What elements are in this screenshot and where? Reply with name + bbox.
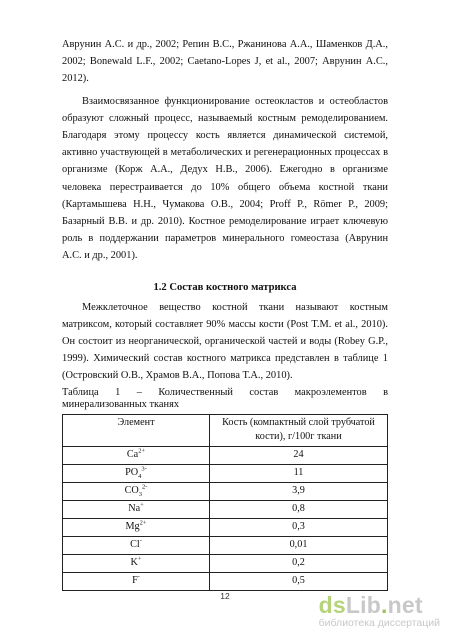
page-number: 12 (220, 591, 230, 601)
element-cell: Na+ (63, 500, 210, 518)
paragraph-references-continued: Аврунин А.С. и др., 2002; Репин В.С., Ржанинова А.А., Шаменков Д.А., 2002; Bonewald L.F., 2002; Caetano-Lopes J, et al., 2007; Аврунин А.С., 2012). (62, 39, 388, 85)
table-row (63, 482, 388, 500)
table-caption: Таблица 1 – Количественный состав макроэлементов в минерализованных тканях (62, 386, 388, 411)
value-cell: 0,8 (210, 500, 388, 518)
element-cell: K+ (63, 554, 210, 572)
table-header-row (63, 414, 388, 446)
table-row (63, 446, 388, 464)
value-cell: 0,2 (210, 554, 388, 572)
value-cell: 0,3 (210, 518, 388, 536)
paragraph-remodeling: Взаимосвязанное функционирование остеокластов и остеобластов образуют сложный процесс, называемый костным ремоделированием. Благодаря этому процессу кость является динамической системой, активно участвующей в метаболических и регенерационных процессах в организме (Корж А.А., Дедух Н.В., 2006). Ежегодно в организме человека перестраивается до 10% общего объема костной ткани (Картамышева Н.Н., Чумакова О.В., 2004; Proff P., Römer P., 2009; Базарный В.В. и др. 2010). Костное ремоделирование играет ключевую роль в поддержании параметров минерального гомеостаза (Аврунин А.С. и др., 2001). (62, 95, 388, 262)
table-row (63, 464, 388, 482)
table-row (63, 554, 388, 572)
table-body (63, 446, 388, 590)
value-cell: 24 (210, 446, 388, 464)
watermark-subtitle: библиотека диссертаций (318, 617, 440, 629)
watermark-logo: dsLib.net (318, 592, 423, 618)
element-cell: $Mg^{2+}$ (63, 518, 210, 536)
macroelements-table (62, 414, 388, 591)
section-heading: 1.2 Состав костного матрикса (153, 281, 297, 293)
element-cell: Cl- (63, 536, 210, 554)
document-page (62, 36, 388, 591)
element-cell: $CO_3^{2-}$ (63, 482, 210, 500)
element-cell: $PO_4^{3-}$ (63, 464, 210, 482)
table-row (63, 536, 388, 554)
element-cell: F- (63, 572, 210, 590)
table-row (63, 500, 388, 518)
header-bone-value: Кость (компактный слой трубчатой кости), г/100г ткани (210, 414, 388, 446)
table-row (63, 572, 388, 590)
value-cell: 0,5 (210, 572, 388, 590)
watermark (319, 594, 440, 629)
header-element: Элемент (63, 414, 210, 446)
element-cell: $Ca^{2+}$ (63, 446, 210, 464)
value-cell: 0,01 (210, 536, 388, 554)
value-cell: 3,9 (210, 482, 388, 500)
value-cell: 11 (210, 464, 388, 482)
paragraph-bone-matrix: Межклеточное вещество костной ткани называют костным матриксом, который составляет 90% массы кости (Post T.M. et al., 2010). Он состоит из неорганической, органической частей и воды (Robey G.P., 1999). Химический состав костного матрикса представлен в таблице 1 (Островский О.В., Храмов В.А., Попова Т.А., 2010). (62, 301, 388, 382)
table-row (63, 518, 388, 536)
